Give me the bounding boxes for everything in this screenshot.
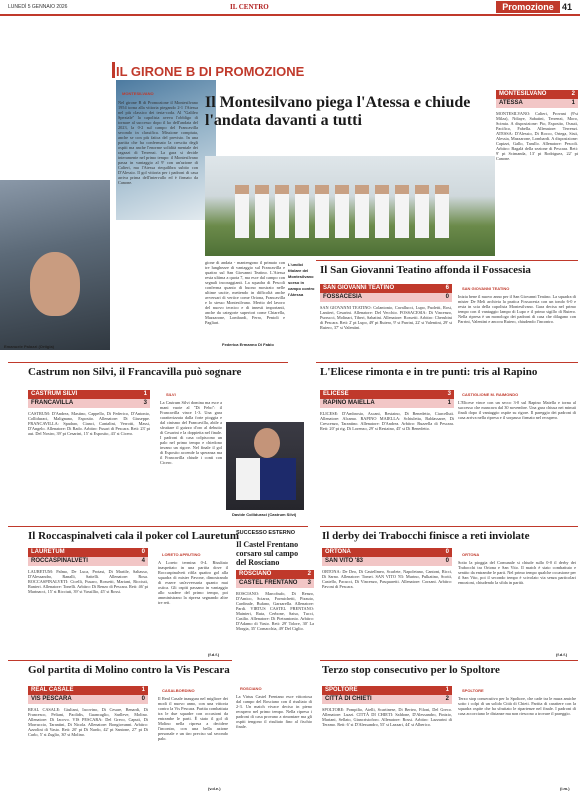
team-away: CITTÀ DI CHIETI xyxy=(325,696,372,702)
castelfrentano-body: La Virtus Castel Frentano esce vittoriosa dal campo del Rosciano con il risultato di 2-3. Un match vivace deciso in pieno recupero nel primo tempo. Nella ripresa i padroni di casa provano a rimontare ma gli ospiti tengono il risultato fino al fischio finale. xyxy=(236,694,312,729)
ortona-tag: ORTONA xyxy=(462,552,480,557)
castelfrentano-label: SUCCESSO ESTERNO xyxy=(236,530,295,536)
lead-body: Nel girone B di Promozione il Montesilvano 1954 torna alla vittoria piegando 2-1 l'Atessa nel più classico dei testa-coda. Al "Galileo Speziale" la capolista aveva l'obbligo di tornare al successo dopo il ko dell'andata del 2023, la 0-2 sul campo del Francavilla secondo in classifica. Missione compiuta, anche se con più fatica del previsto. In una partita che ha confermato la crescita degli ospiti ma anche l'enorme solidità mentale dei ragazzi di Terrenzi. La gara si decide interamente nel primo tempo: il Montesilvano passa in vantaggio al 9' con un'azione di Calieri, ma l'Atessa riequilibra subito con D'Alessio. Il gol vittoria per i padroni di casa arriva prima dell'intervallo ed è firmato da Canone. xyxy=(118,100,198,185)
score-home: 3 xyxy=(447,391,451,397)
lauretum-box-text: LAURETUM: Palmo, De Luca, Protasi, Di Martile, Saltasso, D'Alessandro, Ranalli, Sattelli. Allenatore: Rosa. ROCCASPINALVETI: Cicelli, Fusaro, Rossetti, Mariani, Ricciuti, Ranieri. Allenatore: Tonelli. Arbitro: Di Renzo di Pescara. Reti: 46' pt Marinacci, 15' st Ricciuti, 39' st Vassillio, 45' st Rossi. xyxy=(28,569,148,594)
lauretum-tag: LORETO APRUTINO xyxy=(162,552,201,557)
section-title-bar xyxy=(112,62,115,78)
team-away: CASTEL FRENTANO xyxy=(239,580,298,586)
score-home: 6 xyxy=(445,285,449,291)
team-home: ELICESE xyxy=(323,391,349,397)
photo-caption-left: Emanuele Palazzi (Ortigia) xyxy=(4,344,55,349)
team-home: REAL CASALE xyxy=(31,687,74,693)
score-home: 2 xyxy=(307,571,311,577)
spoltore-tag: SPOLTORE xyxy=(462,688,484,693)
player-face xyxy=(254,428,280,458)
sangiovanni-body: Inizia bene il nuovo anno per il San Giovanni Teatino. La squadra di mister De Meli archivia la pratica Fossacesia con un tondo 6-0 e resta in scia della capolista Montesilvano. Gara decisa nel primo tempo con il vantaggio lampo di Lupo e il primo sigillo di Ruiero. Nella ripresa è un monologo dei padroni di casa che dilagano con Parrini, Valentini e ancora Ruiero, chiudendo l'incontro. xyxy=(458,294,576,324)
team-away: RAPINO MAIELLA xyxy=(323,400,375,406)
castelfrentano-tag: ROSCIANO xyxy=(240,686,262,691)
score-home: 1 xyxy=(445,687,449,693)
lead-author: Federica Ermanno Di Fabio xyxy=(222,342,274,347)
castelfrentano-box-text: ROSCIANO: Marcobufo, Di Renzo, D'Amico, Sciarra, Formichetti, Pizzuto, Cardinale, Bufano, Garzarella. Allenatore: Pardi. VIRTUS CASTEL FRENTANO: Mainieri, Ruta, Cerbone, Saiso, Tucci, Casilio. Allenatore: Di Pietrantonio. Arbitro: D'Adamo di Vasto. Reti: 29' Tolore, 30' La Morgia, 35' Cornacchia, 49' Del Ciglio. xyxy=(236,591,314,631)
score-home: 2 xyxy=(571,91,575,97)
elicese-headline: L'Elicese rimonta e in tre punti: tris al Rapino xyxy=(320,366,538,378)
ortona-body: Sotto la pioggia del Comunale si chiude sullo 0-0 il derby dei Trabocchi tra Ortona e San Vito. Il match è stato combattuto e sentito da entrambe le parti. Nel primo tempo qualche occasione per il San Vito, poi il secondo tempo è scivolato via senza particolari emozioni, chiudendo la sfida in parità. xyxy=(458,560,576,585)
score-away: 2 xyxy=(445,696,449,702)
section-label: Promozione xyxy=(496,1,560,13)
molino-headline: Gol partita di Molino contro la Vis Pescara xyxy=(28,664,230,676)
team-away: SAN VITO '83 xyxy=(325,558,363,564)
ortona-headline: Il derby dei Trabocchi finisce a reti inviolate xyxy=(322,530,530,542)
team-away: ROCCASPINALVETI xyxy=(31,558,88,564)
team-photo xyxy=(205,156,495,256)
ortona-author: (f.d.f.) xyxy=(556,652,568,657)
francavilla-box-text: CASTRUM: D'Andrea, Mastino, Cappello, Di Federico, D'Antonio, Colliduraci, Malignano, Esposito. Allenatore: Di Giuseppe. FRANCAVILLA: Spadaro, Cianci, Cantalini, Verrotti, Massi, D'Angelo. Allenatore: Di Rado. Arbitro: Fusari di Pescara. Reti: 23' pt aut. Del Nostro, 39' pt Cesarini, 15' st Esposito, 43' st Cicero. xyxy=(28,411,150,436)
francavilla-body: La Castrum Silvi domina ma esce a mani vuote al "Di Febo": il Francavilla vince 1-3. Una gara caratterizzata dalla forte pioggia e dal cinismo del Francavilla, abile a sfruttare il guizzo d'oro al debutto di Cesarini e la doppietta nel finale. I padroni di casa colpiscono un palo nel primo tempo e chiedono invano un rigore. Nel finale il gol di Esposito accende la speranza ma il Francavilla chiude i conti con Cicero. xyxy=(160,400,222,465)
divider xyxy=(316,260,578,261)
spoltore-box xyxy=(322,686,452,791)
elicese-box-text: ELICESE: D'Ambrosio, Ascani, Restaino, Di Benedetto, Ciarcelluti. Allenatore: Alcamo. RAPINO MAIELLA: Schiuletta, Baldassarre, Di Crescenzo, Tarantino. Allenatore: D'Andrea. Arbitro: Buzzella di Pescara. Reti: 20' pt rig. Di Lorenzo, 29' st Restaino, 45' st Di Benedetto. xyxy=(320,411,454,431)
molino-tag: CASALBORDINO xyxy=(162,688,195,693)
divider xyxy=(8,660,232,661)
score-home: 1 xyxy=(141,687,145,693)
lead-match-box xyxy=(496,90,578,261)
score-away: 4 xyxy=(141,558,145,564)
newspaper-name: IL CENTRO xyxy=(230,3,269,11)
team-away: VIS PESCARA xyxy=(31,696,72,702)
team-away: ATESSA xyxy=(499,100,523,106)
lauretum-box xyxy=(28,548,148,655)
divider xyxy=(8,526,308,527)
sangiovanni-box xyxy=(320,284,452,370)
score-home: 0 xyxy=(445,549,449,555)
lead-box-text: MONTESILVANO: Calieri, Provani (9'st Milza), Ndiaye, Sabatini, Terrenzi, Moro, Scimia. A disposizione: Pio, Esposito, Ossuti, Pacifico, Fabella. Allenatore: Terrenzi. ATESSA: D'Alessio, Di Rocco, Ortega, Sisti, Alessia, Mazzarone, Lombardi. A disposizione: Capizzi, Gallo, Tarullo. Allenatore: Pescoli. Arbitro: Bagalà della sezione di Pescara. Reti: 9' pt Scimanda, 13' pt Rodriguez, 22' pt Canone. xyxy=(496,111,578,161)
francavilla-tag: SILVI xyxy=(166,392,176,397)
team-home: CASTRUM SILVI xyxy=(31,391,78,397)
castelfrentano-box xyxy=(236,570,314,687)
section-title: IL GIRONE B DI PROMOZIONE xyxy=(116,64,305,79)
spoltore-headline: Terzo stop consecutivo per lo Spoltore xyxy=(322,664,500,676)
team-home: SPOLTORE xyxy=(325,687,358,693)
lead-home-row xyxy=(496,90,578,99)
sangiovanni-tag: SAN GIOVANNI TEATINO xyxy=(462,286,510,291)
molino-box-text: REAL CASALE: Giuliani, Iacovino, Di Cesare, Benardi, Di Francesco, Peliani, Paolidis, Guancaglio, Sarlleve, Molino. Allenatore: Di Iacovo. VIS PESCARA: Del Greco, Caputi, Di Morruccio, Tarantini, Di Nicola. Allenatore: Bongiovanni. Arbitro: Azzolini di Vasto. Reti: 20' pt Di Nardo, 42' pt Santone, 27' pt Di Carlo, 5' st Zuglio, 30' st Molino. xyxy=(28,707,148,737)
francavilla-box xyxy=(28,390,150,511)
divider xyxy=(8,362,288,363)
lead-body-continued: gione di andata - mantengono il primato con tre lunghezze di vantaggio sul Francavilla e quattro sul San Giovanni Teatino. L'Atessa resta ultima a quota 7, ma esce dal campo con segnali incoraggianti. La squadra di Pescoli conferma quanto di buono mostrato nelle ultime uscite, mettendo in difficoltà anche avversari di vertice come Ortona, Francavilla e lo stesso Montesilvano. Merito del lavoro del nuovo tecnico e di innesti importanti, anche da categorie superiori come Chiarella, Mazzarone, Lombardi, Ferro, Pentoli e Pagliari. xyxy=(205,260,285,325)
elicese-box xyxy=(320,390,454,521)
divider xyxy=(320,526,578,527)
lead-away-row xyxy=(496,99,578,108)
photo-caption-silvi: Davide Colliduraci (Castrum Silvi) xyxy=(232,512,297,517)
castelfrentano-headline: Il Castel Frentano corsaro sul campo del Rosciano xyxy=(236,540,299,567)
spoltore-body: Terzo stop consecutivo per lo Spoltore, che cade tra le mura amiche sotto i colpi di un solido Città di Chieti. Partita di carattere con la squadra ospite che ha sfruttato le ripartenze nel finale. I padroni di casa accorciano le distanze ma non riescono a trovare il pareggio. xyxy=(458,696,576,716)
player-face xyxy=(30,252,80,316)
page-number: 41 xyxy=(562,2,573,12)
elicese-body: L'Elicese vince con un secco 3-0 sul Rapino Maiella e torna al successo che mancava dal 30 novembre. Una gara chiusa nei minuti finali dopo il vantaggio ospite su rigore. Il pareggio dei padroni di casa arriva nella ripresa e il sorpasso firmato nel recupero. xyxy=(458,400,576,420)
team-home: ROSCIANO xyxy=(239,571,272,577)
elicese-tag: CASTIGLIONE M. RAIMONDO xyxy=(462,392,519,397)
team-away: FOSSACESIA xyxy=(323,294,363,300)
molino-body: Il Real Casale inaugura nel migliore dei modi il nuovo anno, con una vittoria contro la Vis Pescara. Partita combattuta tra le due squadre con occasioni da entrambe le parti. È stato il gol di Molino nella ripresa a decidere l'incontro, con una bella azione personale e un tiro preciso sul secondo palo. xyxy=(158,696,228,741)
sangiovanni-box-text: SAN GIOVANNI TEATINO: Colantonio, Cavallucci, Lupo, Paoletti, Rosi, Lantieri, Cesarini. Allenatore: Del Vecchio. FOSSACESIA: Di Vincenzo, Purrucci, Molinari, Tiberi, Sabatini. Allenatore: Rossetti. Arbitro: Cherubini di Pescara. Reti: 2' pt Lupo, 49' pt Ruiero, 9' st Parrini, 22' st Valentini, 29' st Ruiero, 37' st Valentini. xyxy=(320,305,452,330)
score-away: 1 xyxy=(571,100,575,106)
ortona-box xyxy=(322,548,452,659)
score-away: 3 xyxy=(143,400,147,406)
score-away: 0 xyxy=(141,696,145,702)
team-photo-caption: L'undici titolare del Montesilvano sceso in campo contro l'Atessa xyxy=(288,262,315,297)
score-away: 0 xyxy=(445,558,449,564)
score-away: 0 xyxy=(445,294,449,300)
team-home: MONTESILVANO xyxy=(499,91,547,97)
molino-box xyxy=(28,686,148,791)
divider xyxy=(320,660,578,661)
lauretum-headline: Il Roccaspinalveti cala il poker col Lauretum xyxy=(28,530,240,542)
score-away: 1 xyxy=(447,400,451,406)
score-away: 3 xyxy=(307,580,311,586)
team-away: FRANCAVILLA xyxy=(31,400,74,406)
spoltore-author: (i.m.) xyxy=(560,786,570,791)
ortona-box-text: ORTONA: De Deo, Di Castellmeo, Scarlete, Napoletano, Cantoni, Ricci, Di Sarno. Allenatore: Tomei. SAN VITO '83: Murino, Pulkatino, Scotti, Castello, Pacucci, Di Vincenzo, Pasquaretti. Allenatore: Corzani. Arbitro: Pavoni di Pescara. xyxy=(322,569,452,589)
lauretum-author: (f.d.f.) xyxy=(208,652,220,657)
francavilla-headline: Castrum non Silvi, il Francavilla può sognare xyxy=(28,366,242,378)
lead-location-tag: MONTESILVANO xyxy=(122,91,154,96)
player-shirt xyxy=(236,458,296,500)
spoltore-box-text: SPOLTORE: Pompilio, Aielli, Scartinese, Di Berteo, Filoni, Del Greco. Allenatore: Luzzi. CITTÀ DI CHIETI: Saldone, D'Alessandro, Finizio, Mariani, Sellato, Giancristoforo. Allenatore: Rossi. Arbitro: Lazzarini di Teramo. Reti: 6' st D'Alessandro, 55' st Lazzari, 44' st Alberico. xyxy=(322,707,452,727)
issue-date: LUNEDÌ 5 GENNAIO 2026 xyxy=(8,4,68,10)
score-home: 1 xyxy=(143,391,147,397)
sangiovanni-headline: Il San Giovanni Teatino affonda il Fossacesia xyxy=(320,264,531,276)
team-home: LAURETUM xyxy=(31,549,65,555)
molino-author: (v.d.e.) xyxy=(208,786,221,791)
team-home: SAN GIOVANNI TEATINO xyxy=(323,285,395,291)
team-home: ORTONA xyxy=(325,549,351,555)
header-rule xyxy=(0,14,580,16)
lauretum-body: A Loreto termina 0-4. Risultato inaspettato in una partita dove il Roccaspinalveti rifila quattro gol alla squadra di mister Pavone, dimostrando di essere un'avversaria quanto mai ostica. Gli ospiti passano in vantaggio allo scadere del primo tempo, poi amministrano la ripresa segnando altre tre reti. xyxy=(158,560,228,605)
score-home: 0 xyxy=(141,549,145,555)
divider xyxy=(316,362,578,363)
lead-headline: Il Montesilvano piega l'Atessa e chiude l'andata davanti a tutti xyxy=(205,94,471,129)
